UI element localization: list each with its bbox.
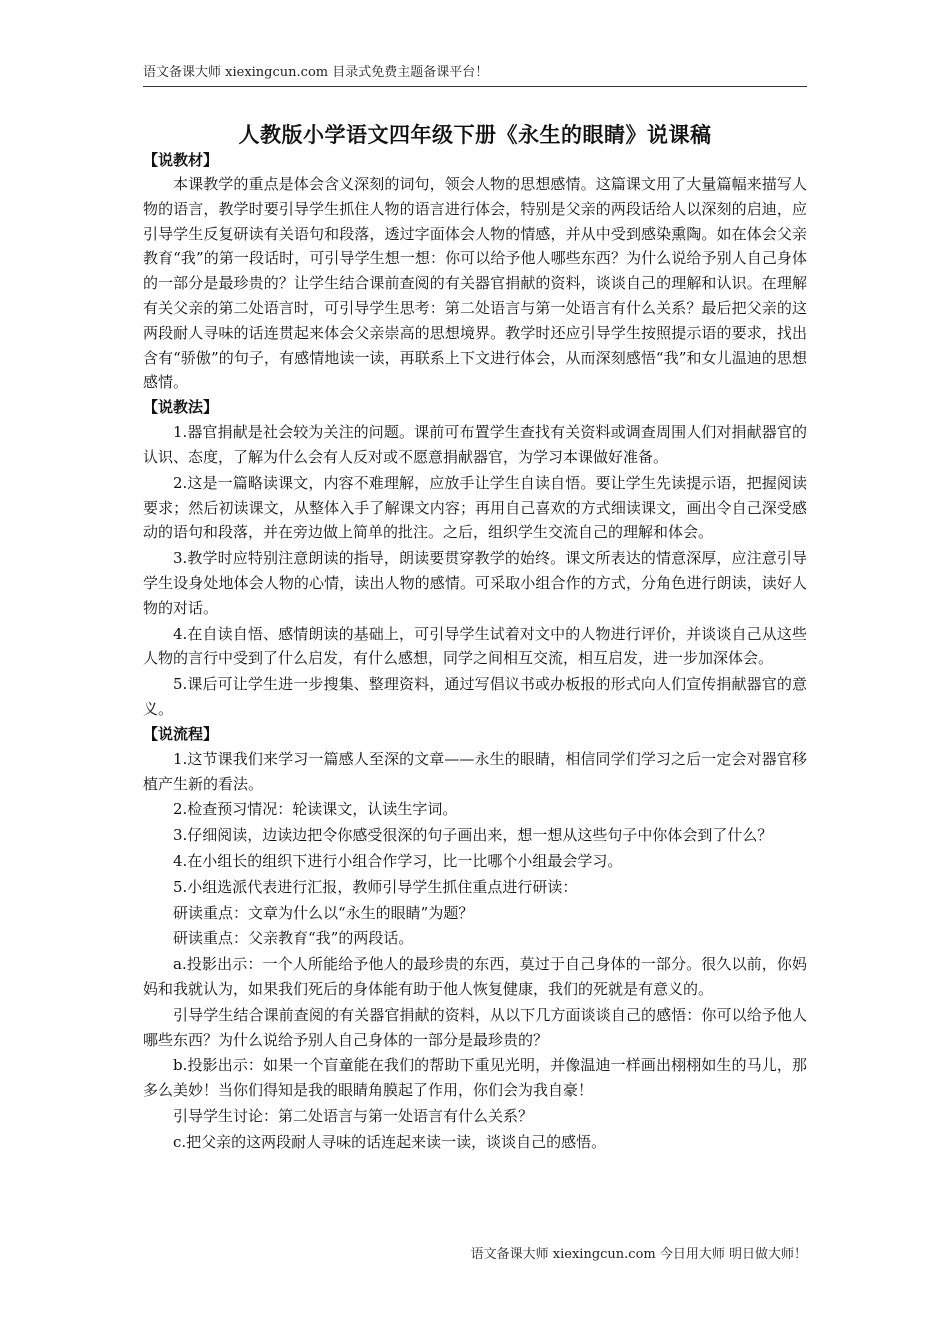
study-focus-1: 研读重点：文章为什么以“永生的眼睛”为题？ [173,903,474,922]
method-item-5: 5.课后可让学生进一步搜集、整理资料，通过写倡议书或办板报的形式向人们宣传捐献器官的意义。 [143,675,807,718]
method-item-1: 1.器官捐献是社会较为关注的问题。课前可布置学生查找有关资料或调查周围人们对捐献器官的认识、态度，了解为什么会有人反对或不愿意捐献器官，为学习本课做好准备。 [143,423,807,466]
section-material [143,148,807,395]
section-heading-method: 【说教法】 [143,398,219,417]
section-heading-material: 【说教材】 [143,151,219,169]
guidance-1: 引导学生结合课前查阅的有关器官捐献的资料，从以下几方面谈谈自己的感悟：你可以给予他人哪些东西？为什么说给予别人自己身体的一部分是最珍贵的？ [143,1005,807,1049]
projection-c: c.把父亲的这两段耐人寻味的话连起来读一读，谈谈自己的感悟。 [173,1132,607,1151]
page-header [143,62,807,87]
section-heading-process: 【说流程】 [143,724,219,743]
method-item-3: 3.教学时应特别注意朗读的指导，朗读要贯穿教学的始终。课文所表达的情意深厚，应注意引导学生设身处地体会人物的心情，读出人物的感情。可采取小组合作的方式，分角色进行朗读，读好人物的对话。 [143,549,807,617]
page-footer [471,1245,807,1265]
projection-a: a.投影出示：一个人所能给予他人的最珍贵的东西，莫过于自己身体的一部分。很久以前，你妈妈和我就认为，如果我们死后的身体能有助于他人恢复健康，我们的死就是有意义的。 [143,955,807,998]
process-step-4: 4.在小组长的组织下进行小组合作学习，比一比哪个小组最会学习。 [173,851,623,870]
guidance-2: 引导学生讨论：第二处语言与第一处语言有什么关系？ [173,1106,534,1125]
section-method [143,395,807,722]
process-step-2: 2.检查预习情况：轮读课文，认读生字词。 [173,800,458,819]
projection-b: b.投影出示：如果一个盲童能在我们的帮助下重见光明，并像温迪一样画出栩栩如生的马儿，那多么美妙！当你们得知是我的眼睛角膜起了作用，你们会为我自豪！ [143,1056,807,1100]
method-item-4: 4.在自读自悟、感情朗读的基础上，可引导学生试着对文中的人物进行评价，并谈谈自己从这些人物的言行中受到了什么启发，有什么感想，同学之间相互交流，相互启发，进一步加深体会。 [143,624,807,668]
document-title: 人教版小学语文四年级下册《永生的眼睛》说课稿 [238,122,712,147]
process-step-3: 3.仔细阅读，边读边把令你感受很深的句子画出来，想一想从这些句子中你体会到了什么？ [173,826,773,845]
method-item-2: 2.这是一篇略读课文，内容不难理解，应放手让学生自读自悟。要让学生先读提示语，把握阅读要求；然后初读课文，从整体入手了解课文内容；再用自己喜欢的方式细读课文，画出令自己深受感动的语句和段落，并在旁边做上简单的批注。之后，组织学生交流自己的理解和体会。 [143,473,807,542]
document-body [143,148,807,1154]
footer-text: 语文备课大师 xiexingcun.com 今日用大师 明日做大师！ [470,1247,807,1262]
process-step-1: 1.这节课我们来学习一篇感人至深的文章——永生的眼睛，相信同学们学习之后一定会对器官移植产生新的看法。 [143,749,807,793]
material-paragraph: 本课教学的重点是体会含义深刻的词句，领会人物的思想感情。这篇课文用了大量篇幅来描写人物的语言，教学时要引导学生抓住人物的语言进行体会，特别是父亲的两段话给人以深刻的启迪，应引导学生反复研读有关语句和段落，透过字面体会人物的情感，并从中受到感染熏陶。如在体会父亲教育“我”的第一段话时，可引导学生想一想：你可以给予他人哪些东西？为什么说给予别人自己身体的一部分是最珍贵的？让学生结合课前查阅的有关器官捐献的资料，谈谈自己的理解和认识。在理解有关父亲的第二处语言时，可引导学生思考：第二处语言与第一处语言有什么关系？最后把父亲的这两段耐人寻味的话连贯起来体会父亲崇高的思想境界。教学时还应引导学生按照提示语的要求，找出含有“骄傲”的句子，有感情地读一读，再联系上下文进行体会，从而深刻感悟“我”和女儿温迪的思想感情。 [143,175,807,392]
header-text: 语文备课大师 xiexingcun.com 目录式免费主题备课平台！ [143,65,489,80]
study-focus-2: 研读重点：父亲教育“我”的两段话。 [173,929,414,948]
process-step-5: 5.小组选派代表进行汇报，教师引导学生抓住重点进行研读： [173,877,578,896]
section-process [143,722,807,1155]
